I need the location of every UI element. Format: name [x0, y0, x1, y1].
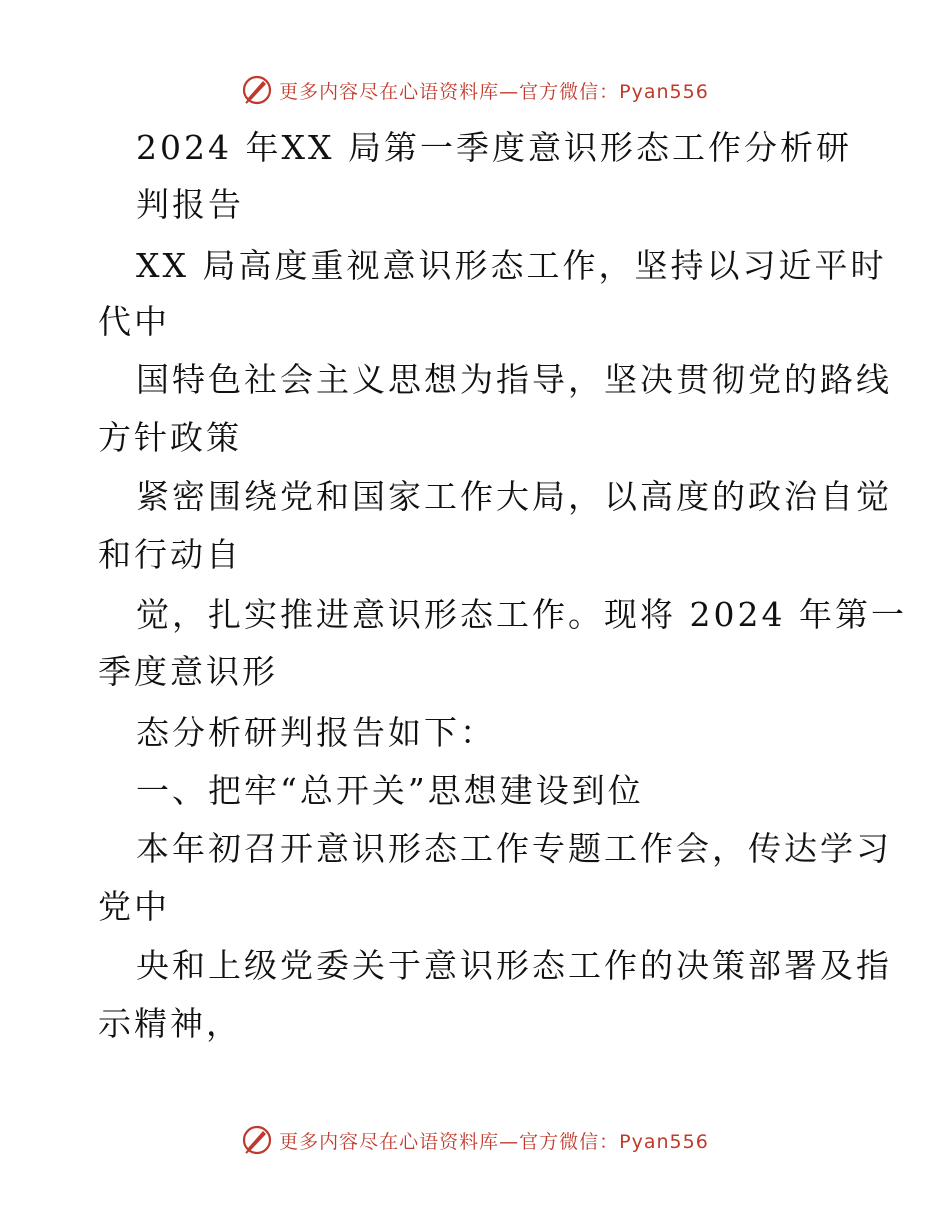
- paragraph-line: 央和上级党委关于意识形态工作的决策部署及指: [136, 946, 892, 985]
- paragraph-line: 紧密围绕党和国家工作大局，以高度的政治自觉: [136, 477, 892, 516]
- paragraph-line: 本年初召开意识形态工作专题工作会，传达学习: [136, 829, 892, 868]
- quill-circle-icon: [241, 1124, 273, 1156]
- paragraph-line: 国特色社会主义思想为指导，坚决贯彻党的路线: [136, 360, 892, 399]
- paragraph-line: 态分析研判报告如下：: [136, 713, 496, 752]
- paragraph-line: 党中: [98, 887, 170, 926]
- paragraph-line: XX 局高度重视意识形态工作，坚持以习近平时: [136, 246, 887, 285]
- paragraph-line: 代中: [98, 302, 170, 341]
- paragraph-line: 示精神，: [98, 1004, 242, 1043]
- paragraph-line: 觉，扎实推进意识形态工作。现将 2024 年第一: [136, 595, 907, 634]
- doc-title-line-2: 判报告: [136, 185, 244, 224]
- quill-circle-icon: [241, 74, 273, 106]
- paragraph-line: 季度意识形: [98, 652, 278, 691]
- header-banner: [0, 70, 950, 110]
- footer-banner: [0, 1120, 950, 1160]
- paragraph-line: 和行动自: [98, 535, 242, 574]
- paragraph-line: 方针政策: [98, 418, 242, 457]
- banner-text: 更多内容尽在心语资料库—官方微信：Pyan556: [279, 80, 709, 103]
- banner-text: 更多内容尽在心语资料库—官方微信：Pyan556: [279, 1130, 709, 1153]
- doc-title-line-1: 2024 年XX 局第一季度意识形态工作分析研: [136, 128, 852, 167]
- section-heading: 一、把牢“总开关”思想建设到位: [136, 771, 644, 810]
